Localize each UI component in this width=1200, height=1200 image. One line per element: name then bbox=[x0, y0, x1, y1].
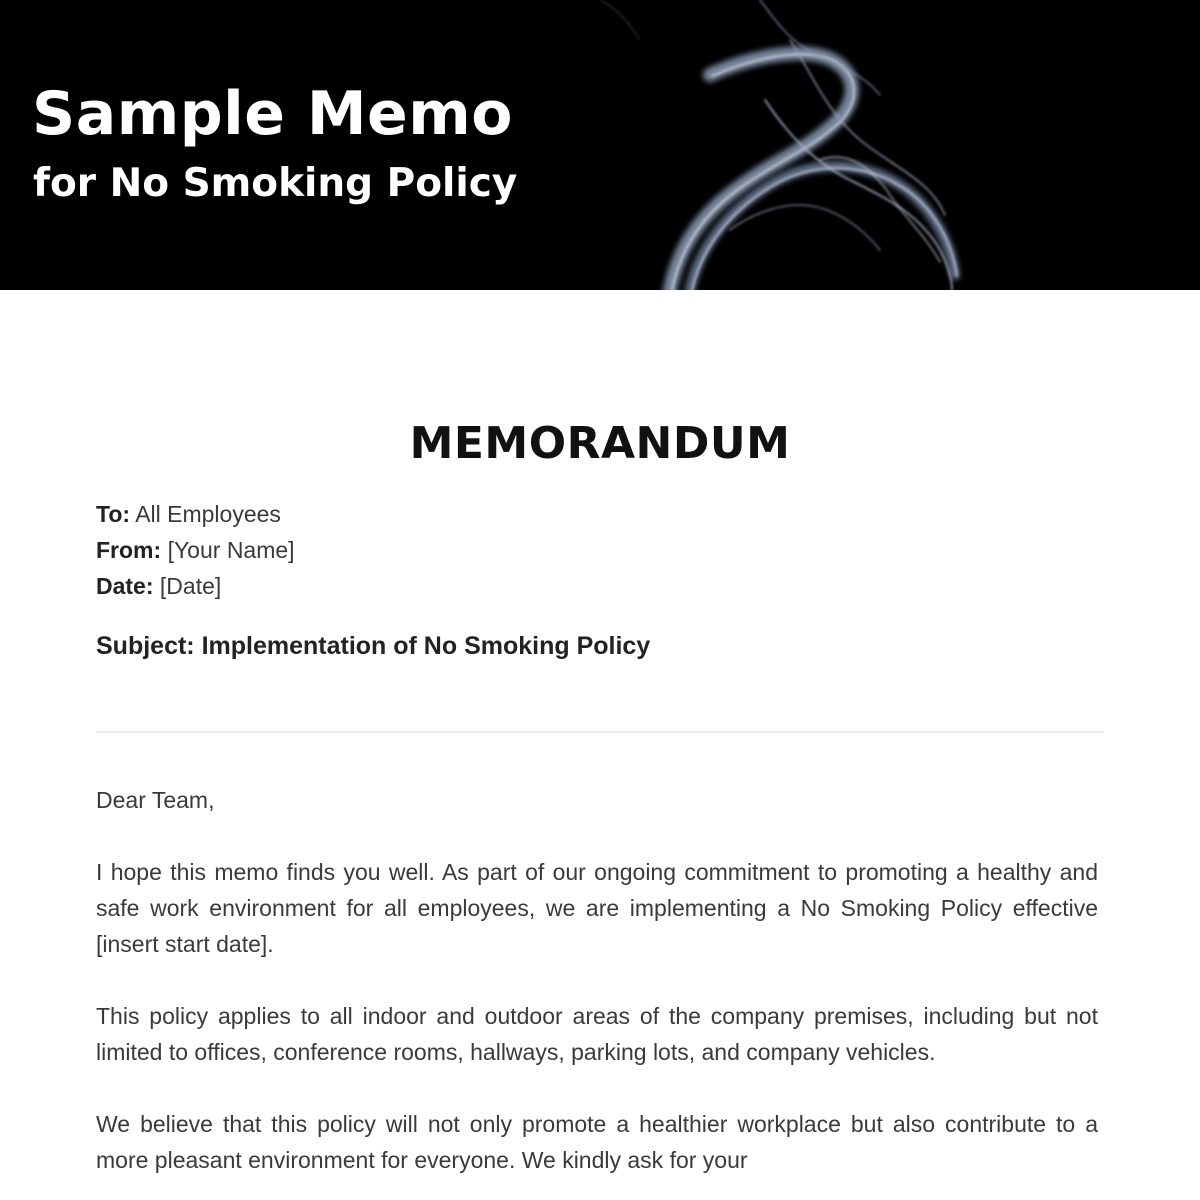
body-paragraph: We believe that this policy will not only promote a healthier workplace but also contribute to a more pleasant environment for everyone. We kindly ask for your bbox=[96, 1111, 1098, 1173]
date-label: Date: bbox=[96, 573, 154, 599]
to-value: All Employees bbox=[135, 501, 281, 527]
body-paragraph: This policy applies to all indoor and outdoor areas of the company premises, including but not limited to offices, conference rooms, hallways, parking lots, and company vehicles. bbox=[96, 1003, 1098, 1065]
body-paragraph: I hope this memo finds you well. As part of our ongoing commitment to promoting a healthy and safe work environment for all employees, we are implementing a No Smoking Policy effective [insert start date]. bbox=[96, 859, 1098, 957]
header-banner bbox=[0, 0, 1200, 290]
banner-title: Sample Memo bbox=[32, 79, 513, 149]
to-row bbox=[96, 496, 295, 532]
smoke-image bbox=[560, 0, 1020, 290]
date-value: [Date] bbox=[159, 573, 222, 599]
to-label: To: bbox=[96, 501, 131, 527]
memo-body bbox=[96, 782, 1098, 1200]
memo-heading: MEMORANDUM bbox=[409, 418, 791, 469]
greeting: Dear Team, bbox=[96, 787, 215, 813]
date-row bbox=[96, 568, 295, 604]
banner-subtitle: for No Smoking Policy bbox=[33, 161, 518, 206]
from-label: From: bbox=[96, 537, 162, 563]
from-row bbox=[96, 532, 295, 568]
from-value: [Your Name] bbox=[167, 537, 295, 563]
memo-subject: Subject: Implementation of No Smoking Policy bbox=[96, 632, 651, 660]
divider bbox=[96, 731, 1104, 733]
memo-meta bbox=[96, 496, 295, 604]
